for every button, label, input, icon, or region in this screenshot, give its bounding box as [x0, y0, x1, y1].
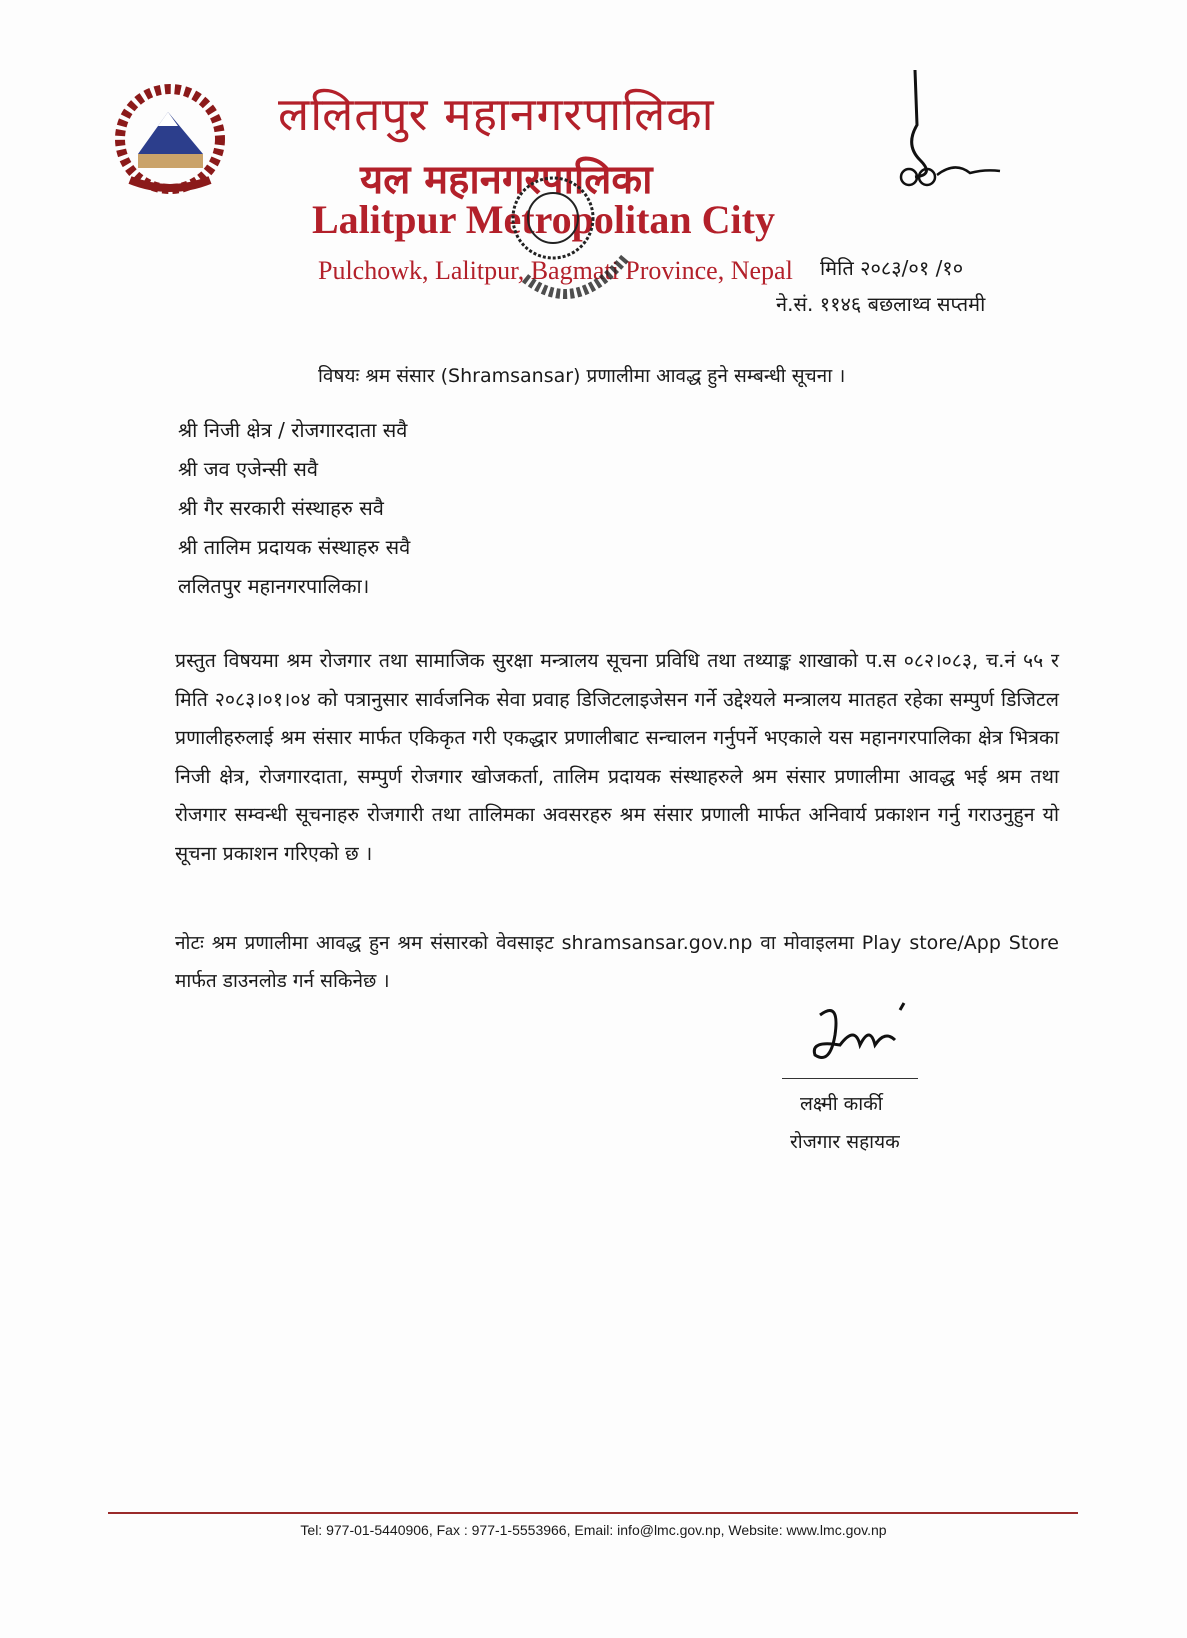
addressee-line: श्री निजी क्षेत्र / रोजगारदाता सवै	[178, 418, 408, 442]
nepal-emblem-logo	[108, 84, 233, 194]
letter-note: नोटः श्रम प्रणालीमा आवद्ध हुन श्रम संसारको वेवसाइट shramsansar.gov.np वा मोवाइलमा Play store/App Store मार्फत डाउनलोड गर्न सकिनेछ ।	[175, 932, 1059, 992]
nepal-sambat-date: ने.सं. ११४६ बछलाथ्व सप्तमी	[776, 292, 986, 316]
footer-contact: Tel: 977-01-5440906, Fax : 977-1-5553966, Email: info@lmc.gov.np, Website: www.lmc.gov.np	[300, 1522, 887, 1538]
letterhead-address: Pulchowk, Lalitpur, Bagmati Province, Nepal	[318, 256, 793, 285]
addressee-line: ललितपुर महानगरपालिका।	[178, 574, 370, 598]
letter-subject: विषयः श्रम संसार (Shramsansar) प्रणालीमा आवद्ध हुने सम्बन्धी सूचना ।	[318, 365, 846, 387]
addressee-line: श्री तालिम प्रदायक संस्थाहरु सवै	[178, 535, 411, 559]
letterhead-title-newari: यल महानगरपालिका	[360, 157, 653, 203]
letterhead-title-english: Lalitpur Metropolitan City	[312, 197, 775, 242]
header-signature-mark	[895, 65, 1005, 195]
letterhead-title-nepali: ललितपुर महानगरपालिका	[278, 87, 715, 141]
footer-divider	[108, 1512, 1078, 1514]
letter-date: मिति २०८३/०१ /१०	[820, 256, 964, 280]
official-stamp	[505, 168, 635, 338]
signatory-name: लक्ष्मी कार्की	[800, 1093, 883, 1115]
handwritten-signature	[800, 995, 920, 1075]
letter-body: प्रस्तुत विषयमा श्रम रोजगार तथा सामाजिक सुरक्षा मन्त्रालय सूचना प्रविधि तथा तथ्याङ्क शाखाको प.स ०८२।०८३, च.नं ५५ र मिति २०८३।०१।०४ को पत्रानुसार सार्वजनिक सेवा प्रवाह डिजिटलाइजेसन गर्ने उद्देश्यले मन्त्रालय मातहत रहेका सम्पुर्ण डिजिटल प्रणालीहरुलाई श्रम संसार मार्फत एकिकृत गरी एकद्धार प्रणालीबाट सन्चालन गर्नुपर्ने भएकाले यस महानगरपालिका क्षेत्र भित्रका निजी क्षेत्र, रोजगारदाता, सम्पुर्ण रोजगार खोजकर्ता, तालिम प्रदायक संस्थाहरुले श्रम संसार प्रणालीमा आवद्ध भई श्रम तथा रोजगार सम्वन्धी सूचनाहरु रोजगारी तथा तालिमका अवसरहरु श्रम संसार प्रणाली मार्फत अनिवार्य प्रकाशन गर्नु गराउनुहुन यो सूचना प्रकाशन गरिएको छ ।	[175, 649, 1059, 865]
signature-line	[782, 1078, 918, 1079]
addressee-line: श्री गैर सरकारी संस्थाहरु सवै	[178, 496, 384, 520]
addressee-line: श्री जव एजेन्सी सवै	[178, 457, 319, 481]
signatory-title: रोजगार सहायक	[790, 1131, 900, 1153]
